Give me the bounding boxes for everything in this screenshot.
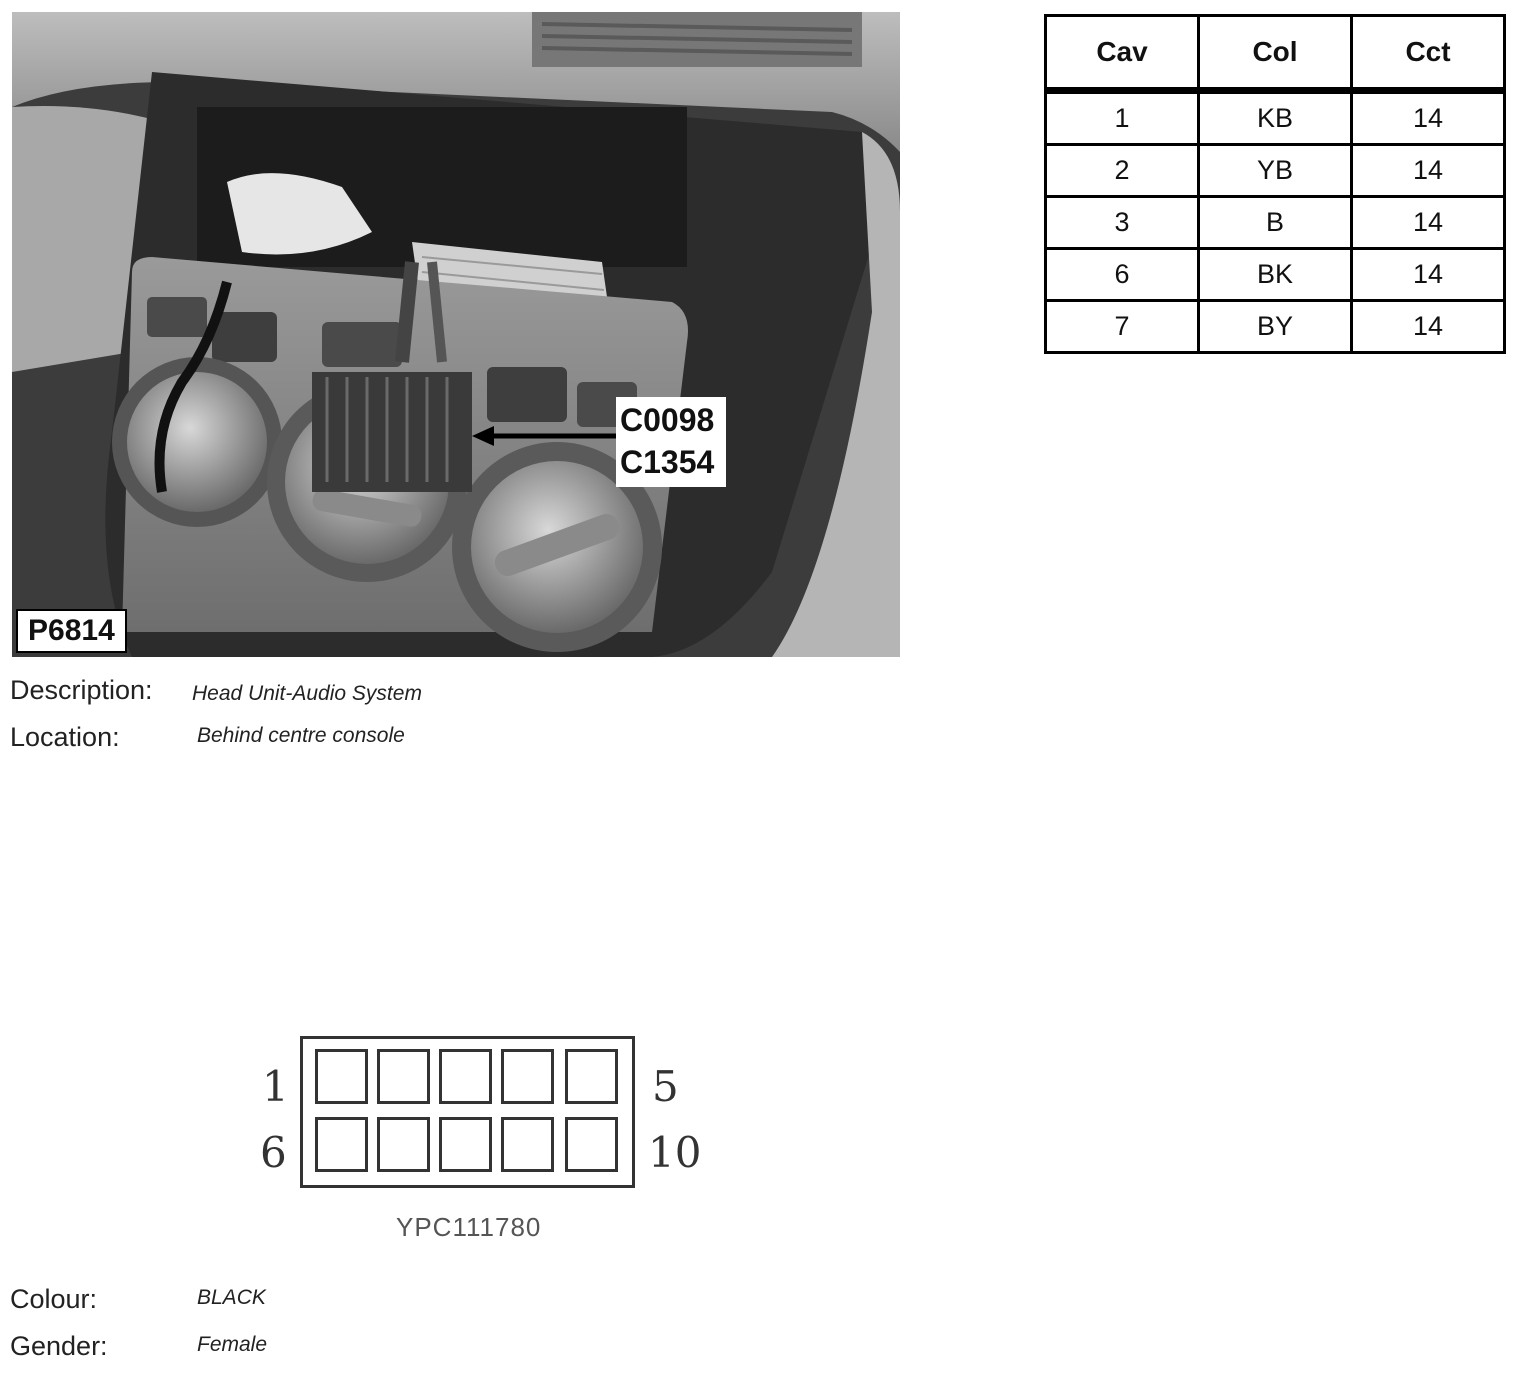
dashboard-photo-illustration (12, 12, 900, 657)
location-label: Location: (10, 722, 120, 752)
cell-cct: 14 (1352, 91, 1505, 145)
cell-col: YB (1199, 145, 1352, 197)
callout-line-1: C0098 (620, 402, 715, 438)
cell-cav: 3 (1046, 197, 1199, 249)
table-row (1046, 197, 1505, 249)
pin-table (1044, 14, 1506, 354)
cell-cav: 2 (1046, 145, 1199, 197)
table-row (1046, 301, 1505, 353)
cavity-2 (377, 1049, 430, 1104)
gender-value: Female (197, 1333, 268, 1356)
cavity-7 (377, 1117, 430, 1172)
cavity-6 (315, 1117, 368, 1172)
cavity-3 (439, 1049, 492, 1104)
cell-cav: 7 (1046, 301, 1199, 353)
description-label: Description: (10, 675, 153, 705)
callout-line-2: C1354 (620, 444, 715, 480)
table-row (1046, 91, 1505, 145)
colour-value: BLACK (197, 1286, 266, 1309)
pin-label-10: 10 (648, 1128, 702, 1177)
header-col: Col (1199, 16, 1352, 91)
cell-cav: 6 (1046, 249, 1199, 301)
location-value: Behind centre console (197, 724, 405, 747)
photo-id-label: P6814 (16, 609, 127, 653)
cell-cct: 14 (1352, 197, 1505, 249)
description-value: Head Unit-Audio System (192, 682, 422, 705)
cavity-10 (565, 1117, 618, 1172)
cavity-4 (501, 1049, 554, 1104)
cavity-9 (501, 1117, 554, 1172)
gender-label: Gender: (10, 1331, 108, 1361)
connector-face-diagram (300, 1036, 635, 1188)
cell-cct: 14 (1352, 145, 1505, 197)
header-cav: Cav (1046, 16, 1199, 91)
part-number: YPC111780 (396, 1212, 542, 1242)
pin-label-1: 1 (262, 1062, 289, 1111)
cavity-8 (439, 1117, 492, 1172)
cell-cct: 14 (1352, 249, 1505, 301)
pin-label-6: 6 (260, 1128, 287, 1177)
table-header-row (1046, 16, 1505, 91)
cell-col: BY (1199, 301, 1352, 353)
cell-cct: 14 (1352, 301, 1505, 353)
colour-label: Colour: (10, 1284, 98, 1314)
connector-callout (616, 397, 726, 487)
cell-col: BK (1199, 249, 1352, 301)
header-cct: Cct (1352, 16, 1505, 91)
pin-label-5: 5 (652, 1062, 679, 1111)
table-row (1046, 249, 1505, 301)
cavity-5 (565, 1049, 618, 1104)
cell-cav: 1 (1046, 91, 1199, 145)
table-row (1046, 145, 1505, 197)
cell-col: B (1199, 197, 1352, 249)
cavity-1 (315, 1049, 368, 1104)
cell-col: KB (1199, 91, 1352, 145)
connector-location-photo (12, 12, 900, 657)
